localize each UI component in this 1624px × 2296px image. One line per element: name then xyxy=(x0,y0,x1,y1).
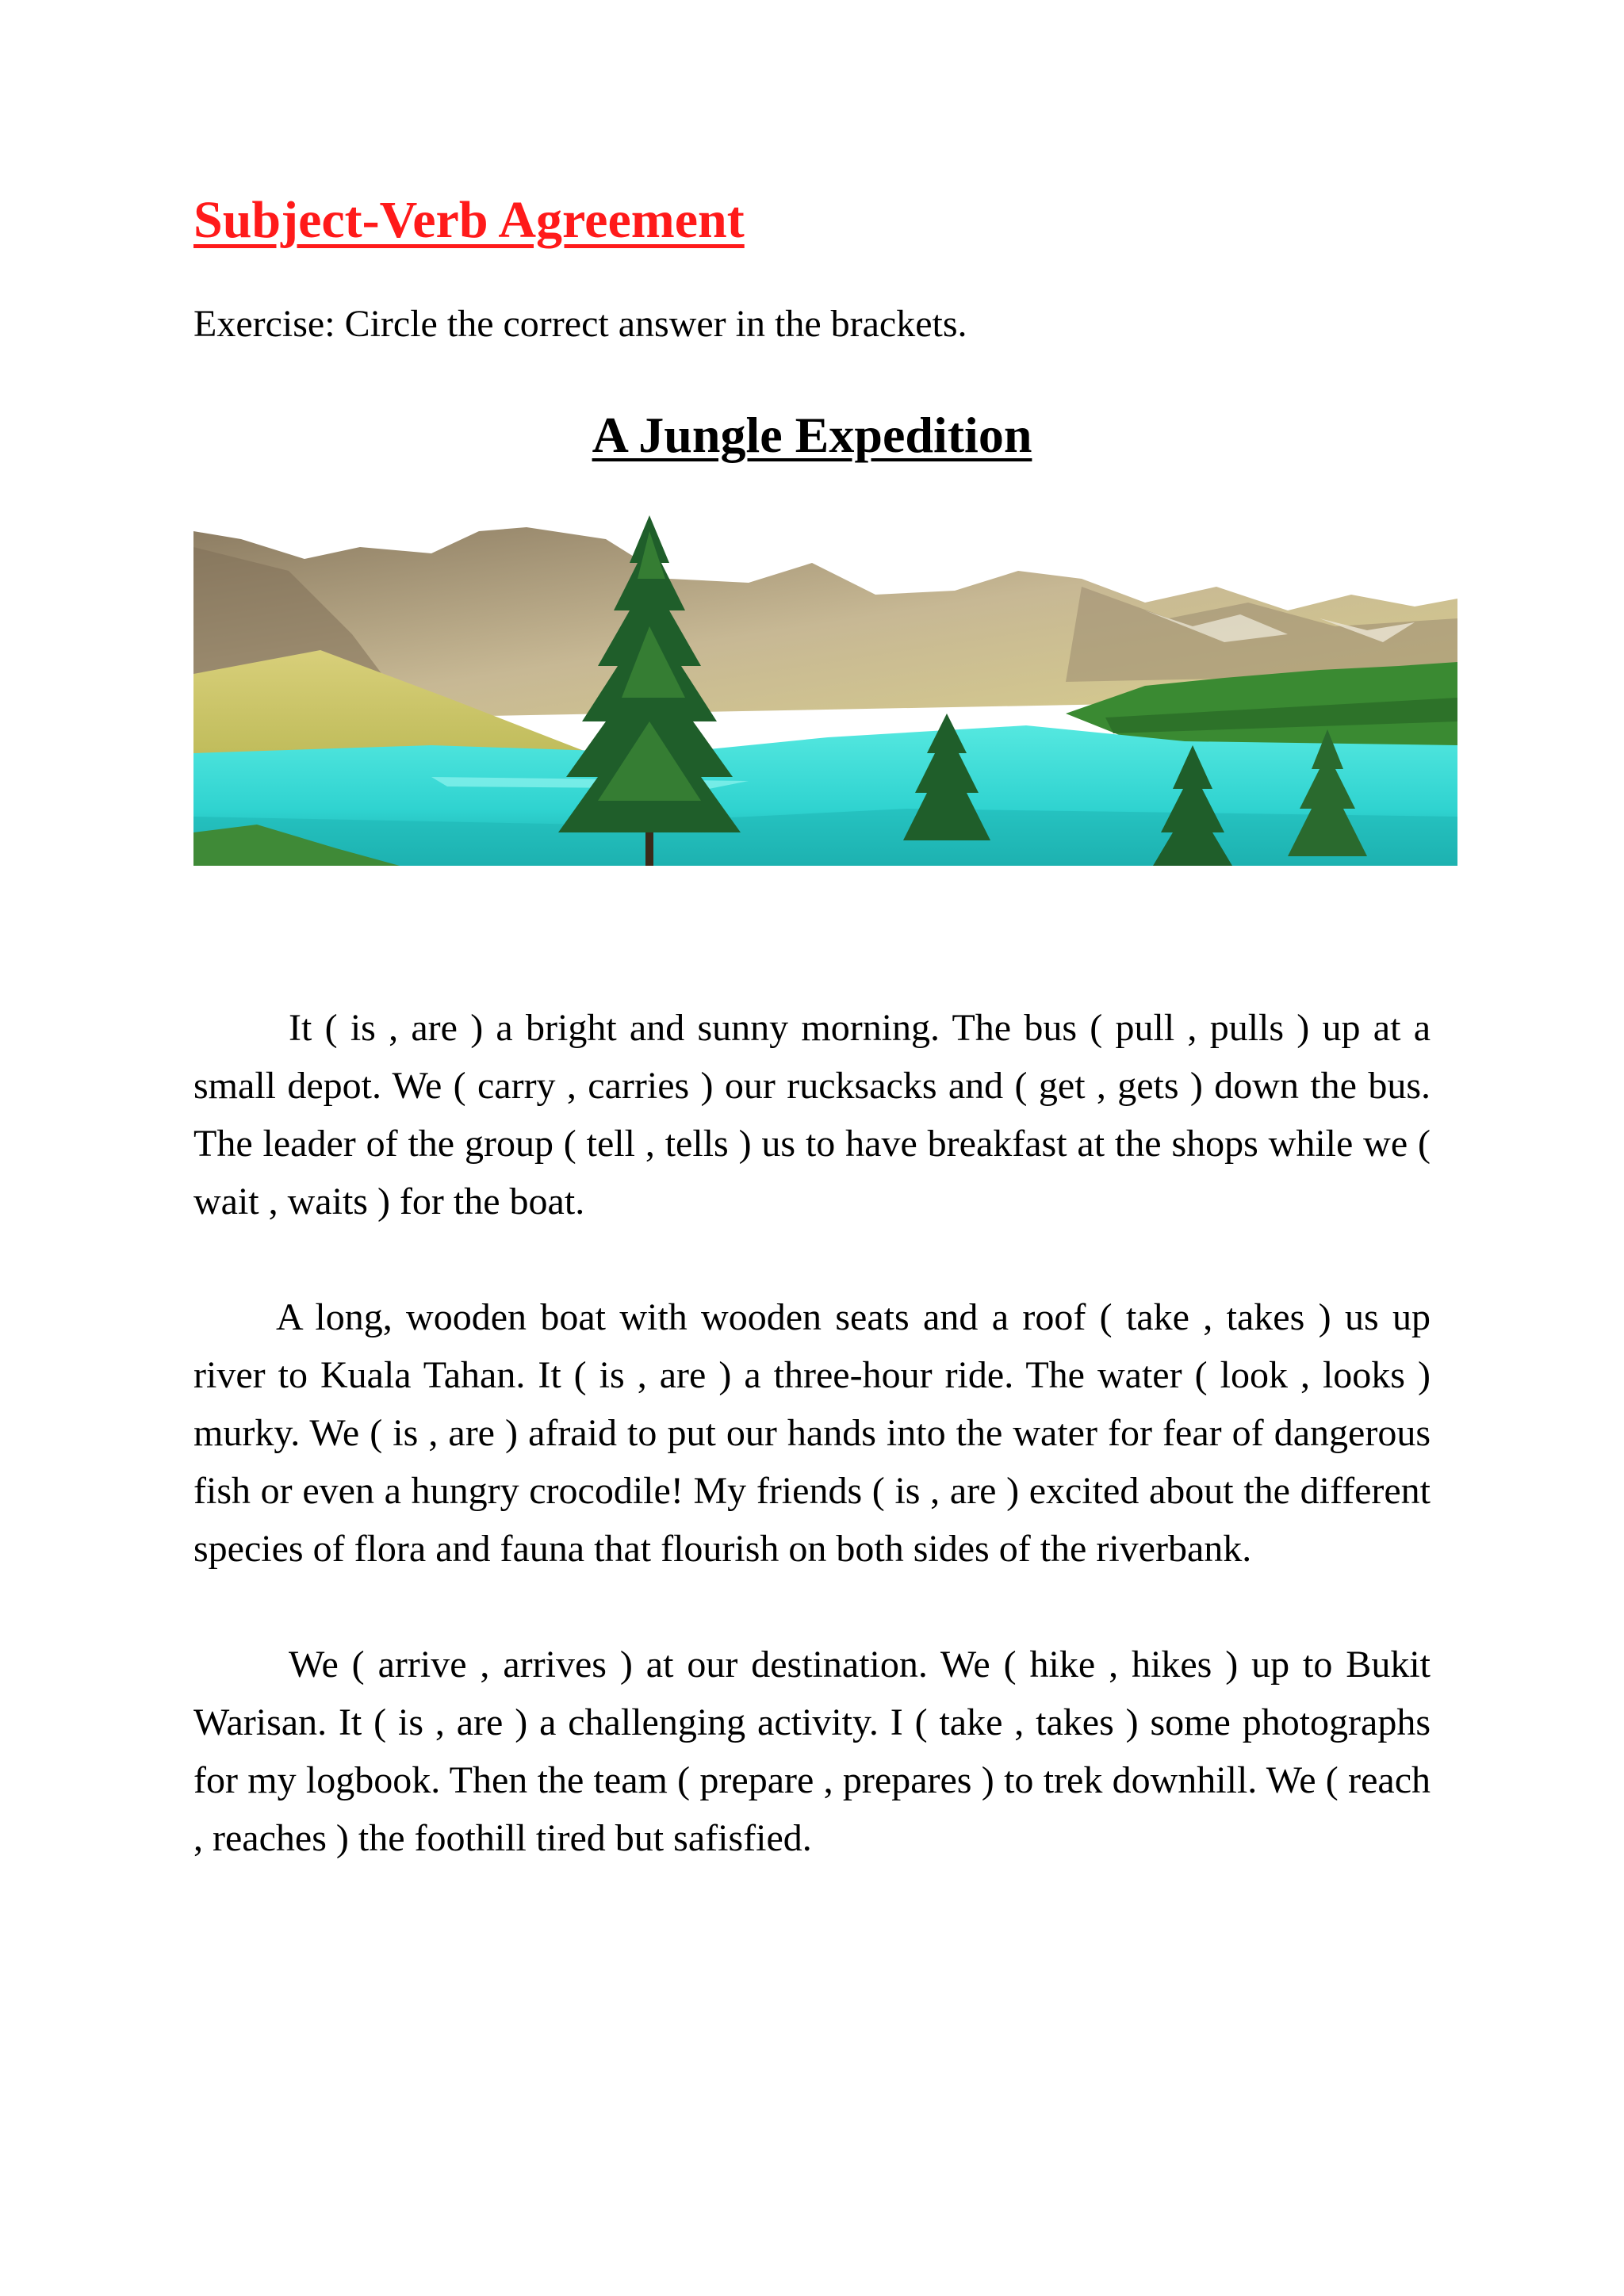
story-paragraph-2: A long, wooden boat with wooden seats and a roof ( take , takes ) us up river to Kuala Tahan. It ( is , are ) a three-hour ride. The water ( look , looks ) murky. We ( is , are ) afraid to put our hands into the water for fear of dangerous fish or even a hungry crocodile! My friends ( is , are ) excited about the different species of flora and fauna that flourish on both sides of the riverbank. xyxy=(193,1296,1431,1570)
exercise-instruction: Exercise: Circle the correct answer in the brackets. xyxy=(193,303,967,345)
story-title: A Jungle Expedition xyxy=(592,407,1032,463)
lake-mountain-image xyxy=(193,515,1457,866)
story-paragraph-3: We ( arrive , arrives ) at our destination. We ( hike , hikes ) up to Bukit Warisan. It ( is , are ) a challenging activity. I ( take , takes ) some photographs for my logbook. Then the team ( prepare , prepares ) to trek downhill. We ( reach , reaches ) the foothill tired but safisfied. xyxy=(193,1644,1431,1859)
lake-mountain-illustration xyxy=(193,515,1457,866)
story-paragraph-1: It ( is , are ) a bright and sunny morning. The bus ( pull , pulls ) up at a small depot. We ( carry , carries ) our rucksacks and ( get , gets ) down the bus. The leader of the group ( tell , tells ) us to have breakfast at the shops while we ( wait , waits ) for the boat. xyxy=(193,1007,1431,1223)
story-text xyxy=(193,999,1431,1925)
page-title: Subject-Verb Agreement xyxy=(193,191,745,249)
